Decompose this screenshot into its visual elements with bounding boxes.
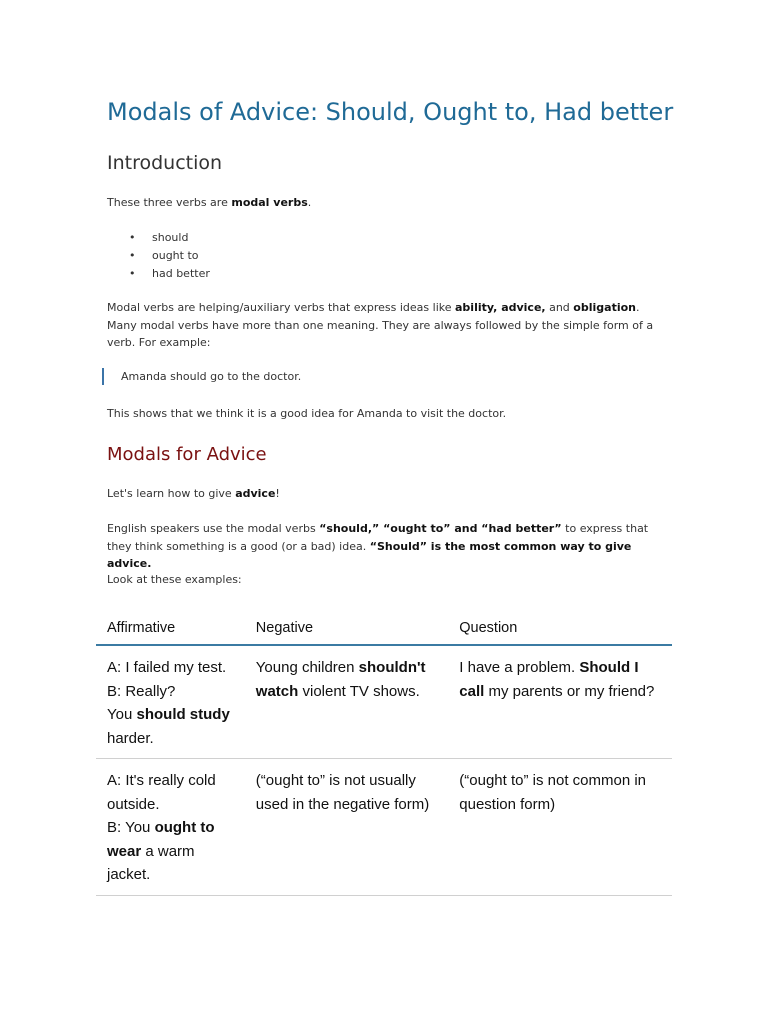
cell-text: B: You (107, 819, 155, 836)
cell-question (448, 645, 672, 759)
para-text: . Many modal verbs have more than one meaning. They are always followed by the simple form of a verb. For example: (107, 301, 654, 349)
cell-line: B: Really? (107, 682, 176, 700)
list-item-label: should (152, 231, 189, 244)
cell-bold: should study (136, 706, 230, 723)
advice-text: English speakers use the modal verbs (107, 522, 320, 535)
intro-line-text: These three verbs are (107, 196, 232, 209)
table-header-row (96, 612, 672, 645)
bullet-icon: • (129, 249, 136, 262)
para-text: Modal verbs are helping/auxiliary verbs that express ideas like (107, 301, 455, 314)
header-question: Question (448, 612, 672, 645)
intro-line (107, 194, 667, 212)
example-sentence: Amanda should go to the doctor. (121, 370, 302, 383)
bullet-icon: • (129, 231, 136, 244)
cell-line (107, 816, 237, 887)
list-item (107, 265, 210, 283)
cell-bold: ought to wear (107, 819, 215, 860)
intro-line-bold: modal verbs (231, 196, 308, 209)
cell-negative: (“ought to” is not usually used in the negative form) (245, 759, 448, 896)
para-bold-ability: ability, advice, (455, 301, 546, 314)
cell-affirmative (96, 645, 245, 759)
cell-text: I have a problem. (459, 659, 580, 676)
cell-text: a warm jacket. (107, 842, 195, 883)
header-negative: Negative (245, 612, 448, 645)
page-title: Modals of Advice: Should, Ought to, Had better (107, 98, 674, 126)
intro-heading: Introduction (107, 152, 223, 174)
cell-line: A: I failed my test. (107, 659, 227, 676)
cell-bold: Should I call (459, 659, 639, 700)
cell-bold: shouldn't watch (255, 659, 426, 700)
list-item-label: ought to (152, 249, 199, 262)
bullet-icon: • (129, 267, 136, 280)
cell-text: harder. (107, 729, 154, 747)
header-affirmative: Affirmative (96, 612, 245, 645)
modal-definition-paragraph (107, 299, 667, 352)
look-line: Look at these examples: (107, 573, 242, 586)
learn-bold: advice (235, 487, 276, 500)
cell-text: You (107, 706, 137, 723)
intro-line-end: . (307, 196, 312, 209)
cell-line: A: It's really cold outside. (107, 772, 216, 813)
advice-bold-should: “Should” is the most common way to give advice. (107, 539, 632, 570)
advice-bold-verbs: “should,” “ought to” and “had better” (319, 522, 562, 535)
cell-line (107, 703, 237, 750)
cell-question: (“ought to” is not common in question form) (448, 759, 672, 896)
list-item (107, 229, 210, 247)
learn-text: Let's learn how to give (107, 487, 236, 500)
cell-text: violent TV shows. (298, 682, 420, 700)
quote-bar (102, 368, 104, 385)
para-bold-obligation: obligation (573, 301, 636, 314)
cell-text: my parents or my friend? (484, 682, 655, 700)
table-row (96, 759, 672, 896)
list-item-label: had better (152, 267, 210, 280)
para-text: and (545, 301, 574, 314)
learn-end: ! (275, 487, 280, 500)
cell-negative (245, 645, 448, 759)
examples-table (96, 612, 672, 896)
advice-text: to express that they think something is a good (or a bad) idea. (107, 522, 649, 553)
learn-line (107, 485, 667, 503)
list-item (107, 247, 210, 265)
example-explanation: This shows that we think it is a good idea for Amanda to visit the doctor. (107, 407, 507, 420)
cell-text: Young children (255, 659, 359, 676)
table-row (96, 645, 672, 759)
advice-paragraph (107, 520, 667, 573)
advice-heading: Modals for Advice (107, 444, 267, 465)
cell-affirmative (96, 759, 245, 896)
modal-verb-list (107, 229, 210, 283)
